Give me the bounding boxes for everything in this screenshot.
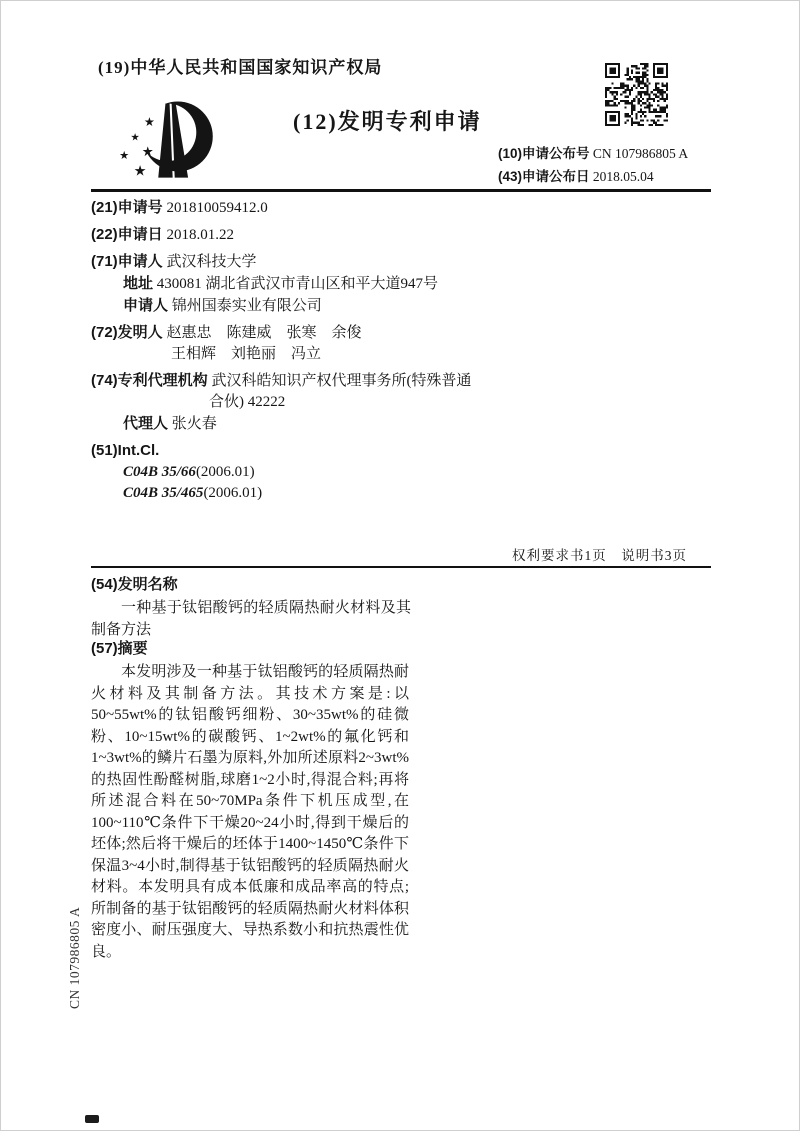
agent-label: 代理人 [123,415,169,432]
abstract-text: 本发明涉及一种基于钛铝酸钙的轻质隔热耐火材料及其制备方法。其技术方案是:以50~55wt%的钛铝酸钙细粉、30~35wt%的硅微粉、10~15wt%的碳酸钙、1~2wt%的氟化钙和1~3wt%的鳞片石墨为原料,外加所述原料2~3wt%的热固性酚醛树脂,球磨1~2小时,得混合料;再将所述混合料在50~70MPa条件下机压成型,在100~110℃条件下干燥20~24小时,得到干燥后的坯体;然后将干燥后的坯体于1400~1450℃条件下保温3~4小时,制得基于钛铝酸钙的轻质隔热耐火材料。本发明具有成本低廉和成品率高的特点;所制备的基于钛铝酸钙的轻质隔热耐火材料体积密度小、耐压强度大、导热系数小和抗热震性优良。 [91,664,409,960]
agency-group [91,370,481,435]
invention-title-section [91,573,411,641]
co-applicant-row [91,295,481,317]
publication-number: CN 107986805 A [592,146,689,161]
inventors-line-2: 王相辉 刘艳丽 冯立 [171,346,322,362]
filing-date-label: (22)申请日 [91,226,163,243]
document-type-title: (12)发明专利申请 [293,109,482,134]
section-divider [91,566,711,568]
publication-date: 2018.05.04 [592,169,654,184]
filing-date: 2018.01.22 [166,227,234,243]
int-cl-code: C04B 35/465 [123,485,204,501]
svg-text:★: ★ [141,144,154,160]
patent-office-name: (19)中华人民共和国国家知识产权局 [98,58,383,77]
svg-text:★: ★ [133,163,147,180]
publication-number-line [498,142,688,165]
publication-info [498,142,688,188]
invention-title: 一种基于钛铝酸钙的轻质隔热耐火材料及其制备方法 [91,600,411,638]
int-cl-entry [91,462,481,483]
applicant-group [91,251,481,317]
invention-title-label: (54)发明名称 [91,576,178,593]
address-label: 地址 [123,275,154,292]
int-cl-version: (2006.01) [203,485,263,501]
pages-count: 权利要求书1页 说明书3页 [512,548,687,563]
inventors-label: (72)发明人 [91,324,163,341]
int-cl-entry [91,483,481,504]
applicant-address: 430081 湖北省武汉市青山区和平大道947号 [156,276,439,292]
publication-date-line [498,165,688,188]
agency-row [91,370,481,413]
application-number: 201810059412.0 [166,200,268,216]
applicant-label: (71)申请人 [91,253,163,270]
inventors-line-1: 赵惠忠 陈建威 张寒 余俊 [166,325,362,341]
abstract-section [91,637,409,963]
header-divider [91,189,711,192]
co-applicant-label: 申请人 [123,297,169,314]
application-number-group [91,197,481,219]
qr-pattern [605,63,668,126]
svg-text:★: ★ [119,149,130,163]
int-cl-code: C04B 35/66 [123,464,196,480]
cnipa-logo-icon [113,95,221,183]
filing-date-group [91,224,481,246]
agent-name: 张火春 [171,416,217,432]
int-cl-group [91,440,481,504]
bibliographic-data [91,197,481,509]
scan-artifact [85,1115,99,1123]
inventors-group [91,322,481,365]
applicant-name: 武汉科技大学 [166,254,257,270]
svg-text:★: ★ [143,115,155,130]
agent-row [91,413,481,435]
abstract-label: (57)摘要 [91,640,148,657]
agency-label: (74)专利代理机构 [91,372,208,389]
int-cl-label: (51)Int.Cl. [91,442,160,459]
publication-date-label: (43)申请公布日 [498,169,590,184]
int-cl-version: (2006.01) [195,464,255,480]
applicant-address-row [91,273,481,295]
agency-name: 武汉科皓知识产权代理事务所(特殊普通合伙) 42222 [209,373,472,410]
application-number-label: (21)申请号 [91,199,163,216]
publication-number-label: (10)申请公布号 [498,146,590,161]
svg-text:★: ★ [130,131,140,144]
qr-code-icon [605,63,668,126]
co-applicant-name: 锦州国泰实业有限公司 [171,298,322,314]
vertical-publication-number: CN 107986805 A [67,906,82,1009]
